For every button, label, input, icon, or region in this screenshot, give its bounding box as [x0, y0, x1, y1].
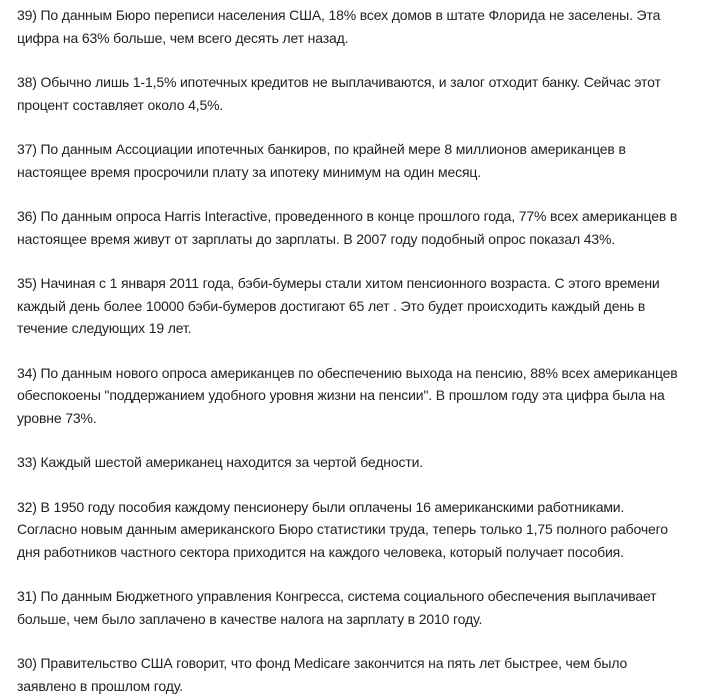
paragraph-34: [17, 362, 720, 430]
paragraph-36: [17, 205, 720, 250]
paragraph-line: 32) В 1950 году пособия каждому пенсионеру были оплачены 16 американскими работниками.: [17, 496, 720, 519]
paragraph-30: [17, 652, 720, 697]
paragraph-line: цифра на 63% больше, чем всего десять лет назад.: [17, 27, 720, 50]
paragraph-line: 39) По данным Бюро переписи населения США, 18% всех домов в штате Флорида не заселены. Эта: [17, 4, 720, 27]
paragraph-line: 30) Правительство США говорит, что фонд Medicare закончится на пять лет быстрее, чем было: [17, 652, 720, 675]
paragraph-35: [17, 272, 720, 340]
paragraph-line: настоящее время живут от зарплаты до зарплаты. В 2007 году подобный опрос показал 43%.: [17, 228, 720, 251]
paragraph-line: 33) Каждый шестой американец находится за чертой бедности.: [17, 451, 720, 474]
paragraph-line: 34) По данным нового опроса американцев по обеспечению выхода на пенсию, 88% всех американцев: [17, 362, 720, 385]
paragraph-line: 38) Обычно лишь 1-1,5% ипотечных кредитов не выплачиваются, и залог отходит банку. Сейчас этот: [17, 71, 720, 94]
paragraph-38: [17, 71, 720, 116]
paragraph-line: 35) Начиная с 1 января 2011 года, бэби-бумеры стали хитом пенсионного возраста. С этого времени: [17, 272, 720, 295]
paragraph-39: [17, 4, 720, 49]
paragraph-line: дня работников частного сектора приходится на каждого человека, который получает пособия.: [17, 541, 720, 564]
paragraph-line: 37) По данным Ассоциации ипотечных банкиров, по крайней мере 8 миллионов американцев в: [17, 138, 720, 161]
paragraph-line: 36) По данным опроса Harris Interactive, проведенного в конце прошлого года, 77% всех американцев в: [17, 205, 720, 228]
paragraph-line: больше, чем было заплачено в качестве налога на зарплату в 2010 году.: [17, 608, 720, 631]
paragraph-37: [17, 138, 720, 183]
paragraph-line: настоящее время просрочили плату за ипотеку минимум на один месяц.: [17, 161, 720, 184]
paragraph-line: заявлено в прошлом году.: [17, 675, 720, 697]
paragraph-line: течение следующих 19 лет.: [17, 317, 720, 340]
paragraph-31: [17, 585, 720, 630]
paragraph-line: Согласно новым данным американского Бюро статистики труда, теперь только 1,75 полного рабочего: [17, 518, 720, 541]
paragraph-line: процент составляет около 4,5%.: [17, 94, 720, 117]
paragraph-line: уровне 73%.: [17, 407, 720, 430]
paragraph-line: обеспокоены "поддержанием удобного уровня жизни на пенсии". В прошлом году эта цифра была на: [17, 384, 720, 407]
paragraph-33: [17, 451, 720, 474]
paragraph-32: [17, 496, 720, 564]
paragraph-line: каждый день более 10000 бэби-бумеров достигают 65 лет . Это будет происходить каждый день в: [17, 295, 720, 318]
paragraph-line: 31) По данным Бюджетного управления Конгресса, система социального обеспечения выплачивает: [17, 585, 720, 608]
